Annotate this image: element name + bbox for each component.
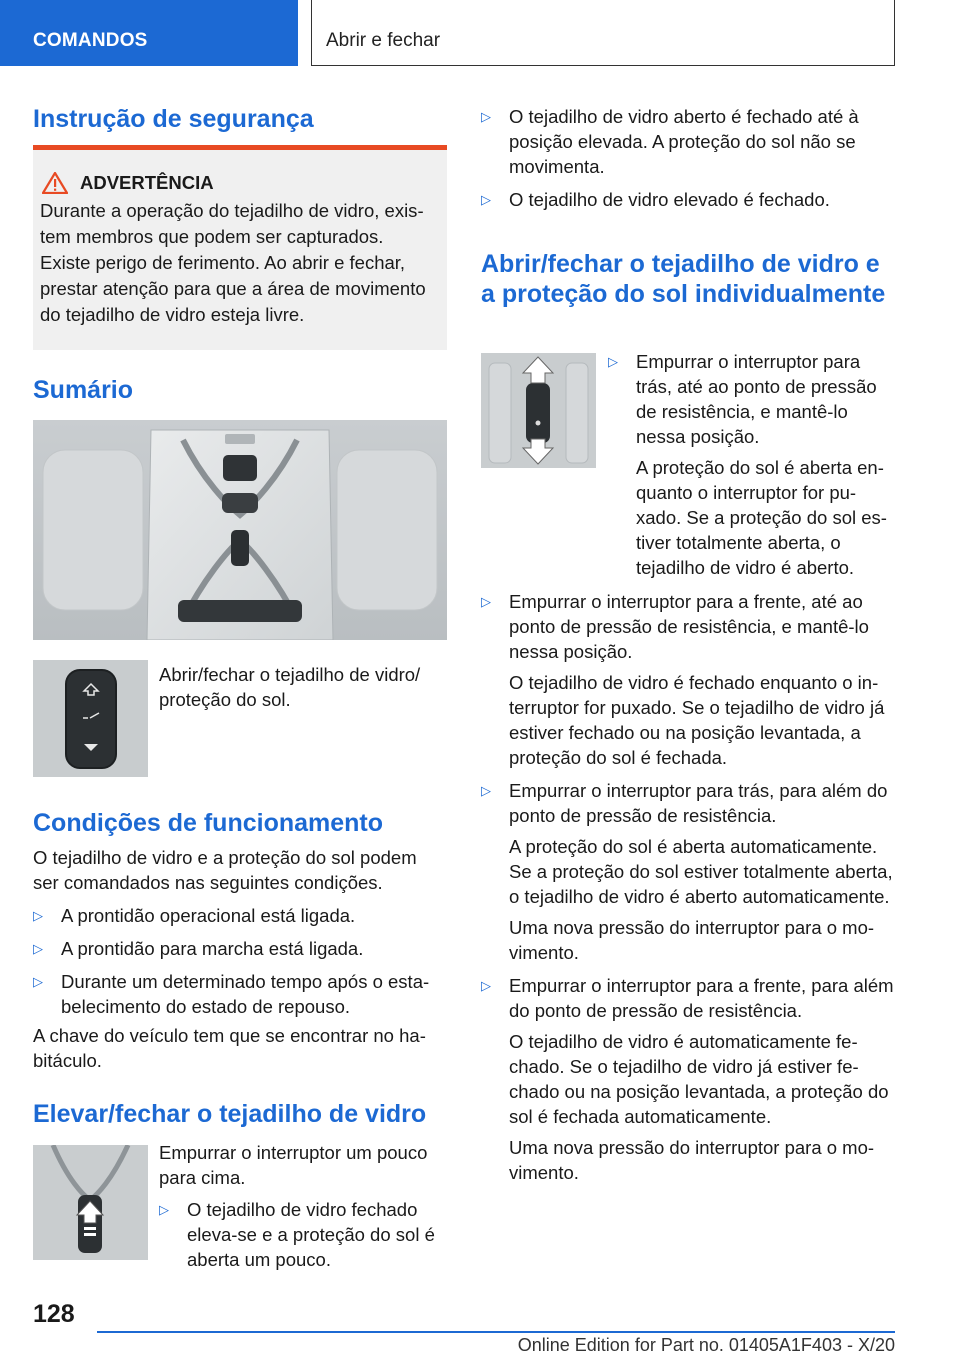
triangle-bullet-icon: ▷ xyxy=(33,941,43,956)
list-item-detail: Uma nova pressão do interruptor para o movimento. xyxy=(509,917,875,963)
individual-first-list xyxy=(608,349,895,588)
triangle-bullet-icon: ▷ xyxy=(481,192,491,207)
raise-intro: Empurrar o interruptor um pouco para cima. xyxy=(159,1142,428,1188)
list-item: ▷ O tejadilho de vidro elevado é fechado. xyxy=(481,189,830,210)
raise-title: Elevar/fechar o tejadilho de vidro xyxy=(33,1100,427,1128)
triangle-bullet-icon: ▷ xyxy=(481,978,491,993)
roof-console-photo xyxy=(33,420,447,640)
raise-list-continued xyxy=(481,104,895,220)
list-item-detail: O tejadilho de vidro é fechado enquanto o interruptor for puxado. Se o tejadilho de vidro já estiver fechado ou na posição levantada, a proteção do sol é fechada. xyxy=(509,672,885,768)
list-item: ▷ Empurrar o interruptor para trás, até ao ponto de pressão de resistência, e mantê-lo nessa posição. A proteção do sol é aberta enquanto o interruptor for puxado. Se a proteção do sol estiver totalmente aberta, o tejadilho de vidro é aberto. xyxy=(608,349,895,580)
switch-up-photo xyxy=(33,1145,148,1260)
list-item: ▷ A prontidão operacional está ligada. xyxy=(33,905,356,926)
conditions-title: Condições de funcionamento xyxy=(33,809,384,837)
individual-list xyxy=(481,589,895,1193)
list-item: ▷ A prontidão para marcha está ligada. xyxy=(33,938,364,959)
warning-label: ADVERTÊNCIA xyxy=(80,172,214,193)
warning-text: Durante a operação do tejadilho de vidro, existem membros que podem ser capturados. Existe perigo de ferimento. Ao abrir e fechar, prestar atenção para que a área de movimento do tejadilho de vidro esteja livre. xyxy=(40,200,426,325)
list-item: ▷ Empurrar o interruptor para a frente, para além do ponto de pressão de resistência. O tejadilho de vidro é automaticamente fechado. Se o tejadilho de vidro já estiver fechado ou na posição levantada, a proteção do sol é fechada automaticamente. Uma nova pressão do interruptor para o movimento. xyxy=(481,975,894,1183)
list-item-detail: A proteção do sol é aberta automaticamente. Se a proteção do sol estiver totalmente aberta, o tejadilho de vidro é aberto automaticamente. xyxy=(509,836,893,907)
list-item-detail: O tejadilho de vidro é automaticamente fechado. Se o tejadilho de vidro já estiver fechado ou na posição levantada, a proteção do sol é fechada automaticamente. xyxy=(509,1031,889,1127)
list-item: ▷ O tejadilho de vidro aberto é fechado até à posição elevada. A proteção do sol não se movimenta. xyxy=(481,106,859,177)
overview-title: Sumário xyxy=(33,376,134,404)
conditions-note: A chave do veículo tem que se encontrar no habitáculo. xyxy=(33,1025,426,1071)
switch-back-photo xyxy=(481,353,596,468)
triangle-bullet-icon: ▷ xyxy=(481,109,491,124)
list-item-detail: Uma nova pressão do interruptor para o movimento. xyxy=(509,1137,875,1183)
raise-list xyxy=(159,1197,447,1280)
list-item: ▷ Empurrar o interruptor para trás, para além do ponto de pressão de resistência. A proteção do sol é aberta automaticamente. Se a proteção do sol estiver totalmente aberta, o tejadilho de vidro é aberto automaticamente. Uma nova pressão do interruptor para o movimento. xyxy=(481,778,895,965)
triangle-bullet-icon: ▷ xyxy=(481,783,491,798)
conditions-list xyxy=(33,903,447,1027)
triangle-bullet-icon: ▷ xyxy=(608,354,618,369)
triangle-bullet-icon: ▷ xyxy=(33,908,43,923)
chapter-header xyxy=(311,0,895,66)
triangle-bullet-icon: ▷ xyxy=(33,974,43,989)
conditions-intro: O tejadilho de vidro e a proteção do sol podem ser comandados nas seguintes condições. xyxy=(33,847,417,893)
list-item: ▷ Durante um determinado tempo após o estabelecimento do estado de repouso. xyxy=(33,971,430,1017)
section-tab xyxy=(0,0,298,66)
individual-title: Abrir/fechar o tejadilho de vidro e a proteção do sol individualmente xyxy=(481,250,886,308)
warning-box xyxy=(33,145,447,350)
safety-title: Instrução de segurança xyxy=(33,105,314,133)
footer-divider xyxy=(97,1331,895,1333)
footer-edition: Online Edition for Part no. 01405A1F403 - X/20 xyxy=(517,1335,895,1355)
list-item: ▷ Empurrar o interruptor para a frente, até ao ponto de pressão de resistência, e mantê-lo nessa posição. O tejadilho de vidro é fechado enquanto o interruptor for puxado. Se o tejadilho de vidro já estiver fechado ou na posição levantada, a proteção do sol é fechada. xyxy=(481,589,895,770)
warning-triangle-icon xyxy=(42,172,68,194)
triangle-bullet-icon: ▷ xyxy=(481,594,491,609)
list-item: ▷ O tejadilho de vidro fechado eleva-se e a proteção do sol é aberta um pouco. xyxy=(159,1199,435,1270)
triangle-bullet-icon: ▷ xyxy=(159,1202,169,1217)
chapter-label: Abrir e fechar xyxy=(326,30,441,51)
section-label: COMANDOS xyxy=(33,30,148,51)
list-item-detail: A proteção do sol é aberta enquanto o interruptor for puxado. Se a proteção do sol estiver totalmente aberta, o tejadilho de vidro é aberto. xyxy=(636,457,887,578)
switch-closeup-photo xyxy=(33,660,148,777)
overview-caption: Abrir/fechar o tejadilho de vidro/ proteção do sol. xyxy=(159,664,421,710)
page-number: 128 xyxy=(33,1300,75,1328)
warning-heading xyxy=(40,172,437,194)
